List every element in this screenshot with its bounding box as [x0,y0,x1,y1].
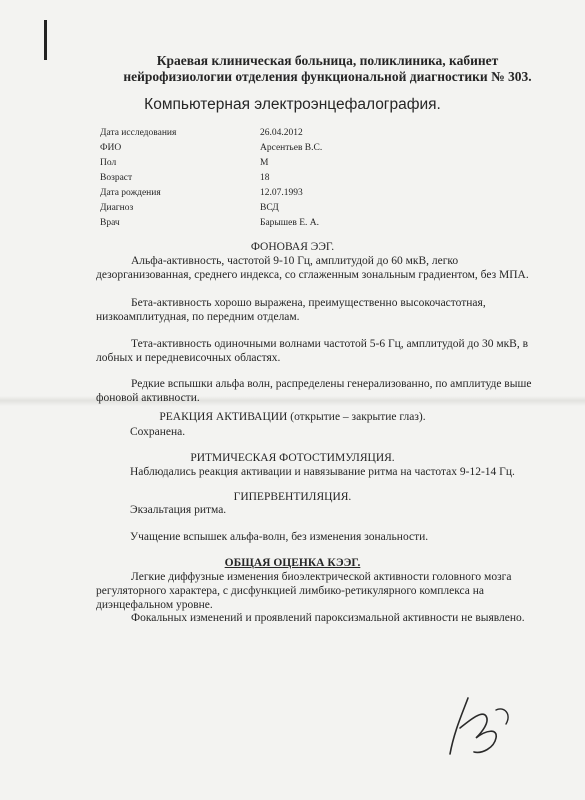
patient-info-row [100,128,322,143]
hospital-header-line2: нейрофизиологии отделения функциональной диагностики № 303. [123,69,532,84]
patient-info-row [100,143,322,158]
info-label: Врач [100,218,120,228]
summary-heading: ОБЩАЯ ОЦЕНКА КЭЭГ. [224,557,361,569]
hospital-header-line1: Краевая клиническая больница, поликлиника, кабинет [156,53,499,68]
info-label: Дата исследования [100,128,177,138]
summary-focal-paragraph: Фокальных изменений и проявлений пароксизмальной активности не выявлено. [131,612,525,624]
info-value: 26.04.2012 [260,128,303,138]
hyperventilation-text-2: Учащение вспышек альфа-волн, без изменения зональности. [130,531,429,543]
hyperventilation-text-1: Экзальтация ритма. [130,504,227,516]
info-label: Пол [100,158,117,168]
handwritten-signature [446,680,526,770]
beta-paragraph: Бета-активность хорошо выражена, преимущественно высокочастотная, низкоамплитудная, по передним отделам. [96,297,486,323]
background-eeg-heading: ФОНОВАЯ ЭЭГ. [250,241,335,253]
patient-info-row [100,188,322,203]
info-label: Возраст [100,173,133,183]
info-value: М [260,158,269,168]
document-title: Компьютерная электроэнцефалография. [144,96,441,113]
photostimulation-heading: РИТМИЧЕСКАЯ ФОТОСТИМУЛЯЦИЯ. [190,452,395,464]
activation-heading: РЕАКЦИЯ АКТИВАЦИИ (открытие – закрытие глаз). [159,411,426,423]
activation-text: Сохранена. [130,426,186,438]
info-value: ВСД [260,203,279,213]
alpha-paragraph: Альфа-активность, частотой 9-10 Гц, амплитудой до 60 мкВ, легко дезорганизованная, среднего индекса, со сглаженным зональным градиентом, без МПА. [96,255,529,281]
scan-edge-mark [44,20,47,60]
hyperventilation-heading: ГИПЕРВЕНТИЛЯЦИЯ. [233,491,352,503]
info-label: Диагноз [100,203,134,213]
info-value: Барышев Е. А. [260,218,319,228]
alpha-bursts-paragraph: Редкие вспышки альфа волн, распределены генерализованно, по амплитуде выше фоновой активности. [96,378,532,404]
patient-info-row [100,173,322,188]
patient-info-table [100,128,322,233]
info-value: 18 [260,173,270,183]
patient-info-row [100,218,322,233]
patient-info-row [100,158,322,173]
info-value: 12.07.1993 [260,188,303,198]
info-label: Дата рождения [100,188,161,198]
photostimulation-text: Наблюдались реакция активации и навязывание ритма на частотах 9-12-14 Гц. [130,466,515,478]
theta-paragraph: Тета-активность одиночными волнами частотой 5-6 Гц, амплитудой до 30 мкВ, в лобных и передневисочных областях. [96,338,529,364]
hospital-header [70,53,585,85]
summary-paragraph: Легкие диффузные изменения биоэлектрической активности головного мозга регуляторного характера, с дисфункцией лимбико-ретикулярного комплекса на диэнцефальном уровне. [96,571,512,611]
info-value: Арсентьев В.С. [260,143,323,153]
info-label: ФИО [100,143,122,153]
patient-info-row [100,203,322,218]
